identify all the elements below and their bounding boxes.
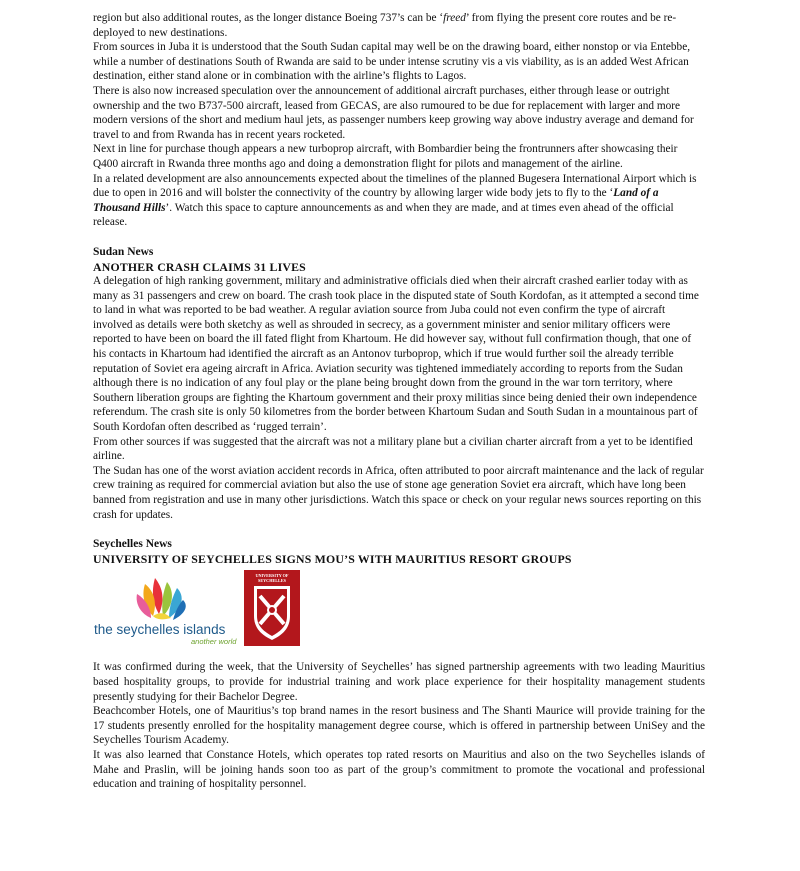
seychelles-paragraph-1: It was confirmed during the week, that the University of Seychelles’ has signed partnership agreements with two leading Mauritius based hospitality groups, to provide for industrial training and work place experience for their hospitality management students presently studying for their Bachelor Degree.	[93, 661, 705, 703]
logo-wordmark: the seychelles islands	[94, 622, 226, 638]
text-run: region but also additional routes, as the longer distance Boeing 737’s can be ‘	[93, 12, 444, 24]
text-run: ’ from flying the present core routes and be re-deployed to new destinations.	[93, 12, 677, 39]
section-label-seychelles: Seychelles News	[93, 538, 172, 551]
logo-tagline: another world	[191, 637, 237, 647]
intro-paragraph-2: From sources in Juba it is understood that the South Sudan capital may well be on the drawing board, either nonstop or via Entebbe, while a number of destinations South of Rwanda are said to be under intense scrutiny vis a vis viability, as is an added West African destination, either stand alone or in combination with the airline’s flights to Lagos.	[93, 41, 691, 83]
seychelles-islands-logo	[93, 574, 241, 646]
university-crest-logo	[244, 570, 300, 646]
headline-sudan: ANOTHER CRASH CLAIMS 31 LIVES	[93, 259, 306, 274]
crest-name-text: SEYCHELLES	[258, 578, 286, 584]
intro-paragraph-1	[93, 11, 705, 40]
section-label-sudan: Sudan News	[93, 245, 154, 258]
intro-paragraph-3: There is also now increased speculation over the announcement of additional aircraft purchases, either through lease or outright ownership and the two B737-500 aircraft, leased from GECAS, are also rumoured to be due for replacement with larger and more modern versions of the short and medium haul jets, as passenger numbers keep growing way above industry average and demand for travel to and from Rwanda has in recent years rocketed.	[93, 84, 694, 141]
sudan-paragraph-2: From other sources if was suggested that the aircraft was not a military plane but a civilian charter aircraft from a yet to be identified airline.	[93, 435, 693, 463]
sudan-paragraph-3: The Sudan has one of the worst aviation accident records in Africa, often attributed to poor aircraft maintenance and the lack of regular crew training as required for commercial aviation but also the use of stone age generation Soviet era aircraft, which have long been banned from registration and use in many other jurisdictions. Watch this space or check on your regular news sources reporting on this crash for updates.	[93, 464, 704, 521]
text-run: ’. Watch this space to capture announcements as and when they are made, and at times even ahead of the official release.	[93, 201, 674, 229]
intro-paragraph-4: Next in line for purchase though appears a new turboprop aircraft, with Bombardier being the frontrunners after showcasing their Q400 aircraft in Rwanda three months ago and doing a demonstration flight for pilots and management of the airline.	[93, 143, 678, 170]
text-run: In a related development are also announcements expected about the timelines of the planned Bugesera International Airport which is due to open in 2016 and will bolster the connectivity of the country by allowing larger wide body jets to fly to the ‘	[93, 172, 697, 200]
logo-row	[93, 568, 705, 660]
spacer	[93, 230, 705, 245]
seychelles-paragraph-2: Beachcomber Hotels, one of Mauritius’s top brand names in the resort business and The Shanti Maurice will provide training for the 17 students presently enrolled for the hospitality management degree course, which is offered in partnership between UniSey and the Seychelles Tourism Academy.	[93, 705, 705, 747]
crest-top-text: UNIVERSITY OF	[255, 573, 289, 579]
seychelles-paragraph-3: It was also learned that Constance Hotels, which operates top rated resorts on Mauritius and also on the two Seychelles islands of Mahe and Praslin, will be joining hands soon too as part of the group’s commitment to promote the vocational and professional education and training of hospitality personnel.	[93, 748, 705, 791]
intro-paragraph-5	[93, 172, 705, 230]
document-page	[93, 11, 705, 792]
emphasis-phrase: Land of a Thousand Hills	[93, 187, 659, 214]
sudan-paragraph-1: A delegation of high ranking government, military and administrative officials died when their aircraft crashed earlier today with as many as 31 passengers and crew on board. The crash took place in the disputed state of South Kordofan, as it attempted a second time to land in what was reported to be bad weather. A regular aviation source from Juba could not even confirm the type of aircraft involved as details were both sketchy as well as shrouded in secrecy, as a government minister and senior military officers were reported to have been on board the ill fated flight from Khartoum. He did however say, without full confirmation though, that one of his contacts in Khartoum had identified the aircraft as an Antonov turboprop, which if true would further soil the already terrible reputation of Soviet era ageing aircraft in Africa. Aviation security was tightened immediately according to reports from the Sudan although there is no indication of any foul play or the plane being brought down from the ground in the war torn territory, where Southern liberation groups are fighting the Khartoum government and their proxy militias since being denied their own independence referendum. The crash site is only 50 kilometres from the border between Khartoum Sudan and South Sudan in a mountainous part of South Kordofan often described as ‘rugged terrain’.	[93, 275, 699, 434]
headline-seychelles: UNIVERSITY OF SEYCHELLES SIGNS MOU’S WITH MAURITIUS RESORT GROUPS	[93, 551, 572, 566]
italic-term: freed	[443, 12, 466, 24]
spacer	[93, 522, 705, 537]
